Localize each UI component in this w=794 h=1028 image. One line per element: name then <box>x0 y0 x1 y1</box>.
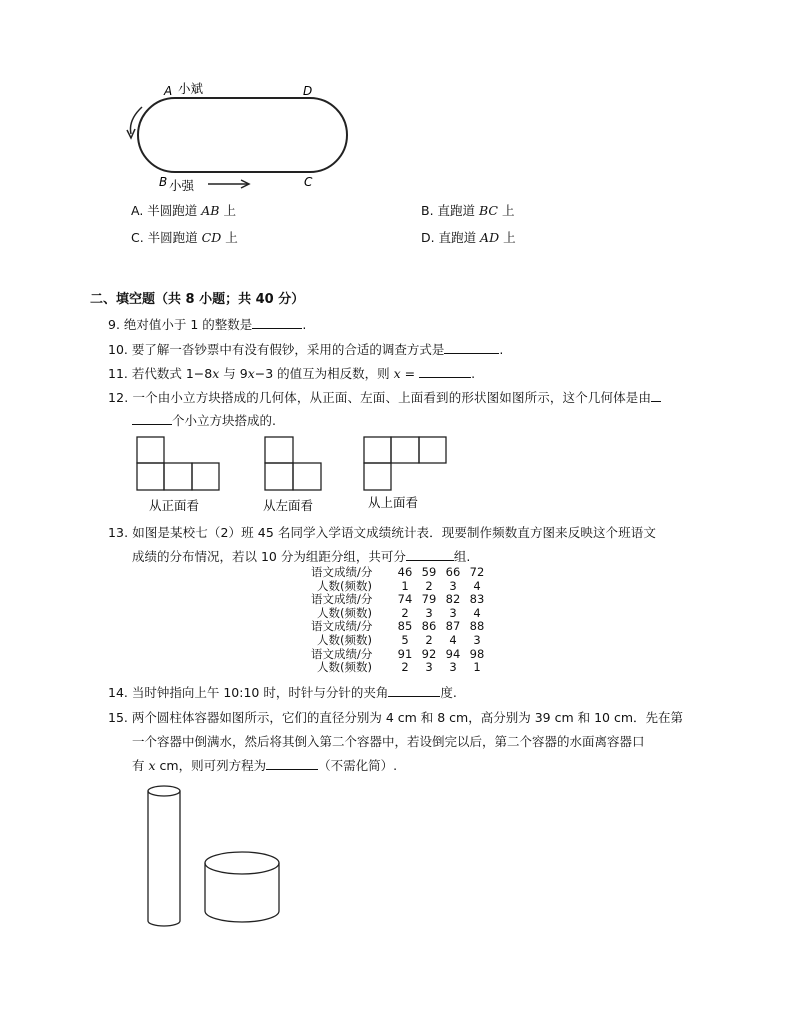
answer-blank <box>266 757 318 770</box>
question-11: 11. 若代数式 1−8x 与 9x−3 的值互为相反数，则 x = . <box>108 366 476 381</box>
question-14: 14. 当时钟指向上午 10:10 时，时针与分针的夹角 度. <box>108 685 457 700</box>
section-title: 二、填空题（共 8 小题；共 40 分） <box>90 292 305 307</box>
point-d-label: D <box>303 84 313 98</box>
answer-blank <box>406 548 454 561</box>
question-15-line-2: 一个容器中倒满水，然后将其倒入第二个容器中，若设倒完以后，第二个容器的水面离容器口 <box>132 734 645 749</box>
table-row: 人数(频数) 1 2 3 4 <box>317 578 481 593</box>
question-15-line-3: 有 x cm，则可列方程为 （不需化简）. <box>132 758 398 773</box>
top-view <box>364 437 446 490</box>
option-a: A. 半圆跑道 AB 上 <box>131 203 236 218</box>
question-13-line-2: 成绩的分布情况，若以 10 分为组距分组，共可分 组. <box>132 549 471 564</box>
table-row: 人数(频数) 5 2 4 3 <box>317 632 481 647</box>
answer-blank <box>252 316 302 329</box>
answer-blank-start <box>651 389 661 402</box>
point-b-label: B <box>159 175 168 189</box>
table-row: 语文成绩/分 74 79 82 83 <box>311 592 485 607</box>
option-b: B. 直跑道 BC 上 <box>421 203 515 218</box>
score-frequency-table <box>311 566 489 675</box>
front-view-caption: 从正面看 <box>149 498 200 513</box>
table-row: 语文成绩/分 46 59 66 72 <box>311 565 485 579</box>
point-a-label: A <box>164 84 173 98</box>
option-c: C. 半圆跑道 CD 上 <box>131 230 238 245</box>
question-10: 10. 要了解一沓钞票中有没有假钞，采用的合适的调查方式是 . <box>108 342 504 357</box>
xiaoqiang-label: 小强 <box>169 178 195 193</box>
table-row: 人数(频数) 2 3 3 1 <box>317 660 481 675</box>
left-view-caption: 从左面看 <box>263 498 314 513</box>
question-12-line-2: 个小立方块搭成的. <box>132 411 276 429</box>
running-track-figure <box>118 78 358 196</box>
question-12-line-1: 12. 一个由小立方块搭成的几何体，从正面、左面、上面看到的形状图如图所示，这个几何体是由 <box>108 388 661 406</box>
question-13-line-1: 13. 如图是某校七（2）班 45 名同学入学语文成绩统计表．现要制作频数直方图来反映这个班语文 <box>108 525 656 540</box>
cylinders-figure <box>140 778 290 930</box>
xiaobin-label: 小斌 <box>178 81 204 96</box>
tall-cylinder <box>148 786 180 926</box>
front-view <box>137 437 219 490</box>
table-row: 人数(频数) 2 3 3 4 <box>317 605 481 620</box>
left-view <box>265 437 321 490</box>
answer-blank <box>388 684 440 697</box>
top-view-caption: 从上面看 <box>368 495 419 510</box>
table-row: 语文成绩/分 91 92 94 98 <box>311 646 485 661</box>
table-row: 语文成绩/分 85 86 87 88 <box>311 619 485 634</box>
three-views-figure <box>130 434 460 516</box>
answer-blank <box>419 365 471 378</box>
track-outline <box>138 98 347 172</box>
wide-cylinder <box>205 852 279 922</box>
question-9: 9. 绝对值小于 1 的整数是 . <box>108 317 307 332</box>
answer-blank <box>132 412 172 425</box>
option-d: D. 直跑道 AD 上 <box>421 230 516 245</box>
question-15-line-1: 15. 两个圆柱体容器如图所示，它们的直径分别为 4 cm 和 8 cm，高分别为 39 cm 和 10 cm．先在第 <box>108 710 684 725</box>
point-c-label: C <box>304 175 313 189</box>
answer-blank <box>444 341 499 354</box>
